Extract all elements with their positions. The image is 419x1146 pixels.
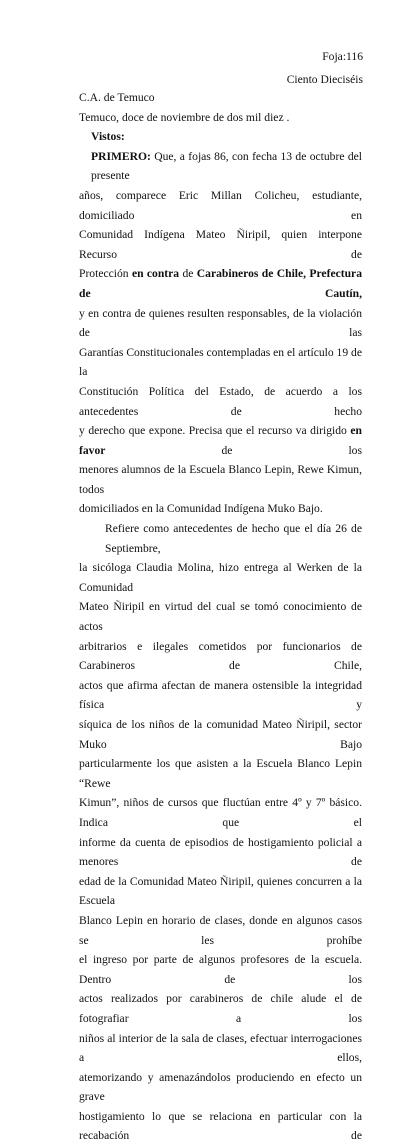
para2-line-16: hostigamiento lo que se relaciona en particular con la recabación de: [79, 1109, 362, 1143]
primero-text-8b: en favor: [79, 424, 362, 457]
folio-header: [287, 46, 363, 91]
vistos-heading: [79, 127, 362, 147]
folio-number-words: Ciento Dieciséis: [286, 72, 363, 86]
primero-line-4: [79, 264, 362, 303]
primero-text-8a: y derecho que expone. Precisa que el recurso va dirigido: [79, 424, 351, 438]
para2-line-3: Mateo Ñiripil en virtud del cual se tomó conocimiento de actos: [79, 600, 362, 634]
para2-line-6: síquica de los niños de la comunidad Mateo Ñiripil, sector Muko Bajo: [79, 718, 362, 751]
para2-line-1: Refiere como antecedentes de hecho que el día 26 de Septiembre,: [105, 522, 362, 555]
primero-line-7: Constitución Política del Estado, de acuerdo a los antecedentes de hecho: [79, 384, 362, 418]
primero-line-1: [79, 147, 362, 186]
primero-text-4b: en contra: [131, 267, 180, 281]
primero-text-8c: de los: [105, 443, 362, 457]
court-name: C.A. de Temuco: [79, 91, 155, 104]
primero-line-3: Comunidad Indígena Mateo Ñiripil, quien interpone Recurso de: [79, 228, 362, 261]
primero-line-6: Garantías Constitucionales contempladas en el artículo 19 de la: [79, 345, 362, 379]
para2-line-2: la sicóloga Claudia Molina, hizo entrega al Werken de la Comunidad: [79, 561, 362, 594]
para2-line-4: arbitrarios e ilegales cometidos por funcionarios de Carabineros de Chile,: [79, 639, 362, 673]
primero-line-9: menores alumnos de la Escuela Blanco Lepin, Rewe Kimun, todos: [79, 463, 362, 496]
primero-line-10: domiciliados en la Comunidad Indígena Muko Bajo.: [79, 502, 323, 516]
para2-line-13: actos realizados por carabineros de chile alude el de fotografiar a los: [79, 992, 362, 1025]
para2-line-9: informe da cuenta de episodios de hostigamiento policial a menores de: [79, 835, 362, 869]
primero-text-4a: Protección: [79, 267, 132, 281]
primero-line-8: [79, 421, 362, 460]
primero-line-5: y en contra de quienes resulten responsables, de la violación de las: [79, 306, 362, 340]
date-line: Temuco, doce de noviembre de dos mil diez .: [79, 110, 290, 124]
para2-line-10: edad de la Comunidad Mateo Ñiripil, quienes concurren a la Escuela: [79, 874, 362, 908]
folio-number: Foja:116: [322, 50, 363, 63]
resolution-body: [79, 88, 362, 1146]
vistos-label: Vistos:: [91, 130, 125, 144]
para2-line-7: particularmente los que asisten a la Escuela Blanco Lepin “Rewe: [79, 757, 362, 790]
para2-line-11: Blanco Lepin en horario de clases, donde en algunos casos se les prohíbe: [79, 913, 362, 947]
para2-line-12: el ingreso por parte de algunos profesores de la escuela. Dentro de los: [79, 953, 362, 986]
primero-text-4d: Carabineros de Chile, Prefectura de Cautín,: [79, 267, 362, 300]
para2-line-8: Kimun”, niños de cursos que fluctúan entre 4º y 7º básico. Indica que el: [79, 796, 362, 829]
primero-text-1: Que, a fojas 86, con fecha 13 de octubre del presente: [91, 149, 362, 183]
para2-line-14: niños al interior de la sala de clases, efectuar interrogaciones a ellos,: [79, 1031, 362, 1065]
para2-line-15: atemorizando y amenazándolos produciendo en efecto un grave: [79, 1070, 362, 1104]
primero-label: PRIMERO:: [91, 149, 151, 163]
primero-text-4c: de: [179, 267, 197, 281]
para2-line-5: actos que afirma afectan de manera ostensible la integridad física y: [79, 678, 362, 712]
primero-line-2: años, comparece Eric Millan Colicheu, estudiante, domiciliado en: [79, 188, 362, 222]
